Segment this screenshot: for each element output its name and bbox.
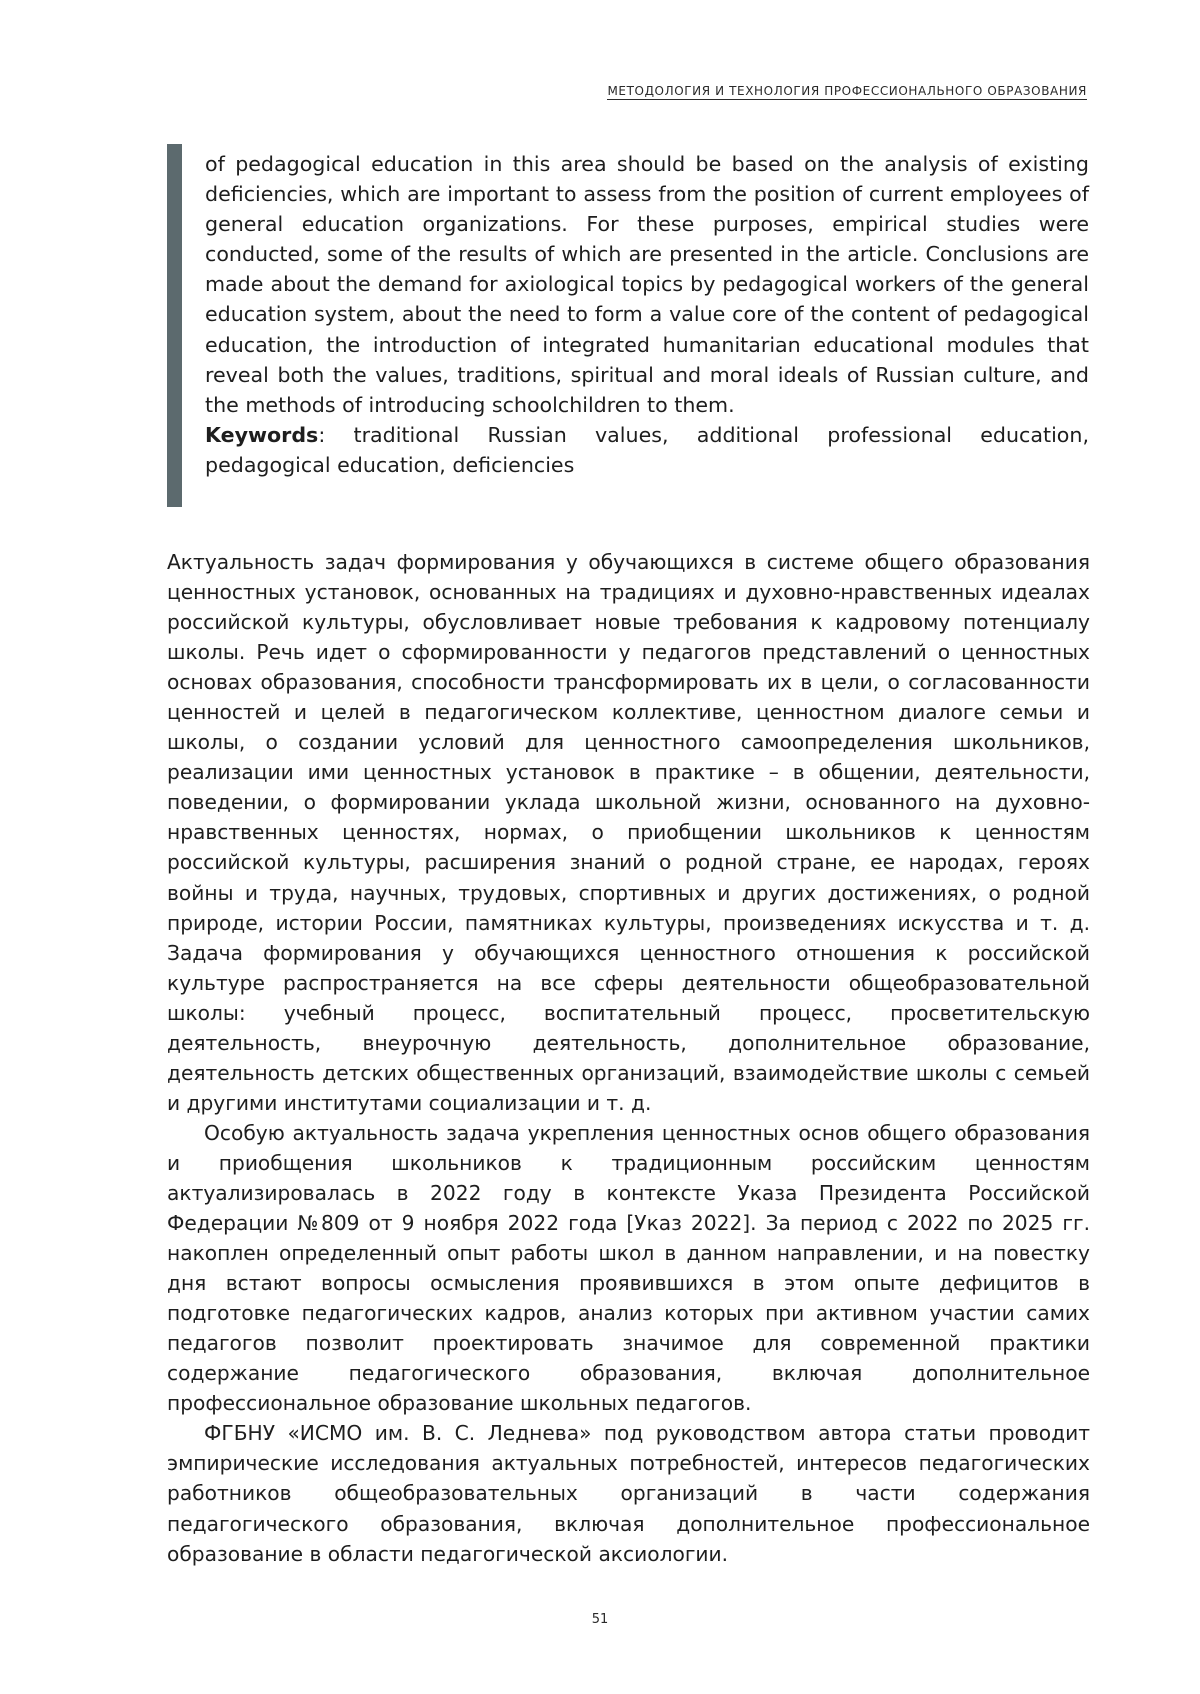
abstract-block: [167, 144, 1090, 507]
body-paragraph: Актуальность задач формирования у обучающихся в системе общего образования ценностных установок, основанных на традициях и духовно-нравственных идеалах российской культуры, обусловливает новые требования к кадровому потенциалу школы. Речь идет о сформированности у педагогов представлений о ценностных основах образования, способности трансформировать их в цели, о согласованности ценностей и целей в педагогическом коллективе, ценностном диалоге семьи и школы, о создании условий для ценностного самоопределения школьников, реализации ими ценностных установок в практике – в общении, деятельности, поведении, о формировании уклада школьной жизни, основанного на духовно-нравственных ценностях, нормах, о приобщении школьников к ценностям российской культуры, расширения знаний о родной стране, ее народах, героях войны и труда, научных, трудовых, спортивных и других достижениях, о родной природе, истории России, памятниках культуры, произведениях искусства и т. д. Задача формирования у обучающихся ценностного отношения к российской культуре распространяется на все сферы деятельности общеобразовательной школы: учебный процесс, воспитательный процесс, просветительскую деятельность, внеурочную деятельность, дополнительное образование, деятельность детских общественных организаций, взаимодействие школы с семьей и другими институтами социализации и т. д.: [167, 550, 1090, 1115]
body-paragraph: ФГБНУ «ИСМО им. В. С. Леднева» под руководством автора статьи проводит эмпирические исследования актуальных потребностей, интересов педагогических работников общеобразовательных организаций в части содержания педагогического образования, включая дополнительное профессиональное образование в области педагогической аксиологии.: [167, 1421, 1090, 1566]
keywords-label: Keywords: [205, 422, 319, 447]
accent-bar: [167, 144, 182, 507]
article-body: [167, 547, 1090, 1569]
page-number: 51: [591, 1612, 609, 1627]
abstract-text: [205, 149, 1089, 480]
running-header: МЕТОДОЛОГИЯ И ТЕХНОЛОГИЯ ПРОФЕССИОНАЛЬНОГО ОБРАЗОВАНИЯ: [607, 84, 1087, 98]
abstract-continuation: of pedagogical education in this area should be based on the analysis of existing deficiencies, which are important to assess from the position of current employees of general education organizations. For these purposes, empirical studies were conducted, some of the results of which are presented in the article. Conclusions are made about the demand for axiological topics by pedagogical workers of the general education system, about the need to form a value core of the content of pedagogical education, the introduction of integrated humanitarian educational modules that reveal both the values, traditions, spiritual and moral ideals of Russian culture, and the methods of introducing schoolchildren to them.: [205, 152, 1089, 417]
keywords-text: : traditional Russian values, additional professional education, pedagogical education, deficiencies: [205, 422, 1089, 477]
body-paragraph: Особую актуальность задача укрепления ценностных основ общего образования и приобщения школьников к традиционным российским ценностям актуализировалась в 2022 году в контексте Указа Президента Российской Федерации №809 от 9 ноября 2022 года [Указ 2022]. За период с 2022 по 2025 гг. накоплен определенный опыт работы школ в данном направлении, и на повестку дня встают вопросы осмысления проявившихся в этом опыте дефицитов в подготовке педагогических кадров, анализ которых при активном участии самих педагогов позволит проектировать значимое для современной практики содержание педагогического образования, включая дополнительное профессиональное образование школьных педагогов.: [167, 1120, 1090, 1416]
